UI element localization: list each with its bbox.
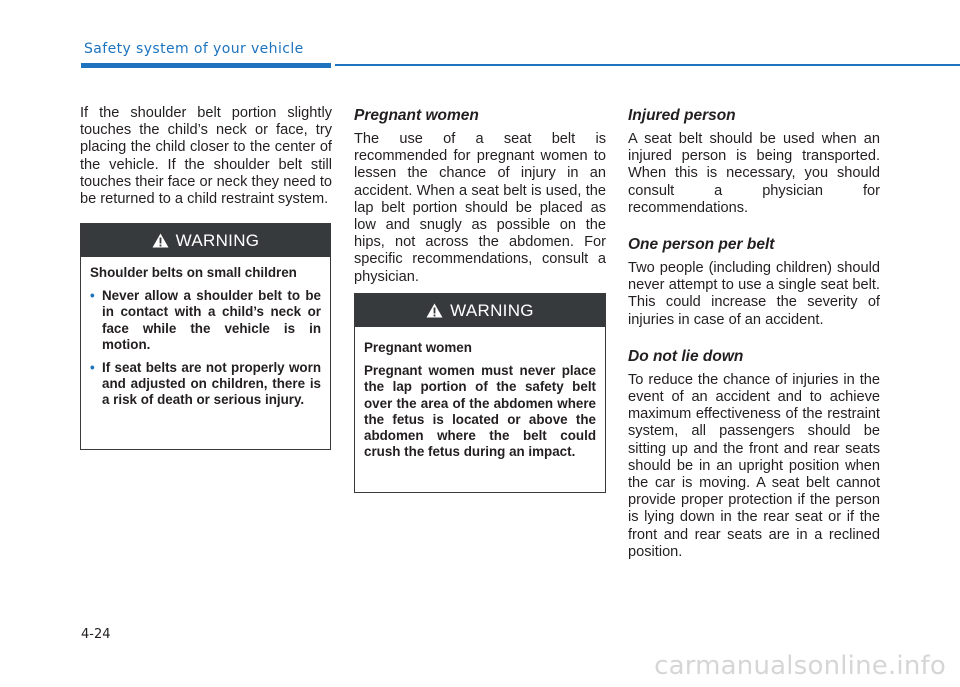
do-not-lie-down-paragraph: To reduce the chance of injuries in the event of an accident and to achieve maximum effectiveness of the restraint system, all passengers should be sitting up and the front and rear seats should be in an upright position when the car is moving. A seat belt cannot provide proper protection if the person is lying down in the rear seat or if the front and rear seats are in a reclined position. xyxy=(628,371,880,560)
warning-list xyxy=(90,288,321,408)
warning-label: WARNING xyxy=(450,300,534,320)
heading-pregnant-women: Pregnant women xyxy=(354,107,479,124)
warning-body xyxy=(355,327,605,470)
warning-header xyxy=(355,294,605,327)
bullet-dot: • xyxy=(90,288,95,304)
warning-text: Pregnant women must never place the lap portion of the safety belt over the area of the abdomen where the fetus is located or above the abdomen where the belt could crush the fetus during an impact. xyxy=(364,363,596,460)
pregnant-women-paragraph: The use of a seat belt is recommended for pregnant women to lessen the chance of injury in an accident. When a seat belt is used, the lap belt portion should be placed as low and snugly as possible on the hips, not across the abdomen. For specific recommendations, consult a physician. xyxy=(354,131,606,285)
page-number: 4-24 xyxy=(81,627,111,642)
injured-person-paragraph: A seat belt should be used when an injured person is being transported. When this is necessary, you should consult a physician for recommendations. xyxy=(628,131,880,216)
warning-triangle-icon xyxy=(426,303,443,318)
list-item: • Never allow a shoulder belt to be in contact with a child’s neck or face while the vehicle is in motion. xyxy=(90,288,321,352)
bullet-dot: • xyxy=(90,360,95,376)
warning-title: Shoulder belts on small children xyxy=(90,265,297,280)
warning-title: Pregnant women xyxy=(364,340,472,355)
warning-label: WARNING xyxy=(175,230,260,250)
heading-do-not-lie-down: Do not lie down xyxy=(628,347,744,365)
warning-triangle-icon xyxy=(152,233,169,248)
warning-box-shoulder-belts xyxy=(80,223,331,450)
section-title: Safety system of your vehicle xyxy=(84,41,304,57)
warning-body xyxy=(81,257,330,426)
column-left xyxy=(80,105,332,208)
column-right xyxy=(628,106,880,561)
warning-header xyxy=(81,224,330,257)
header-rule-thin xyxy=(335,64,960,66)
child-belt-paragraph: If the shoulder belt portion slightly touches the child’s neck or face, try placing the child closer to the center of the vehicle. If the shoulder belt still touches their face or neck they need to be returned to a child restraint system. xyxy=(80,105,332,208)
heading-injured-person: Injured person xyxy=(628,107,736,124)
watermark: carmanualsonline.info xyxy=(654,651,946,681)
one-person-paragraph: Two people (including children) should never attempt to use a single seat belt. This could increase the severity of injuries in case of an accident. xyxy=(628,260,880,328)
warning-box-pregnant-women xyxy=(354,293,606,493)
heading-one-person-per-belt: One person per belt xyxy=(628,236,775,254)
column-middle xyxy=(354,106,606,286)
header-rule-thick xyxy=(81,63,331,68)
list-item: • If seat belts are not properly worn and adjusted on children, there is a risk of death or serious injury. xyxy=(90,360,321,408)
